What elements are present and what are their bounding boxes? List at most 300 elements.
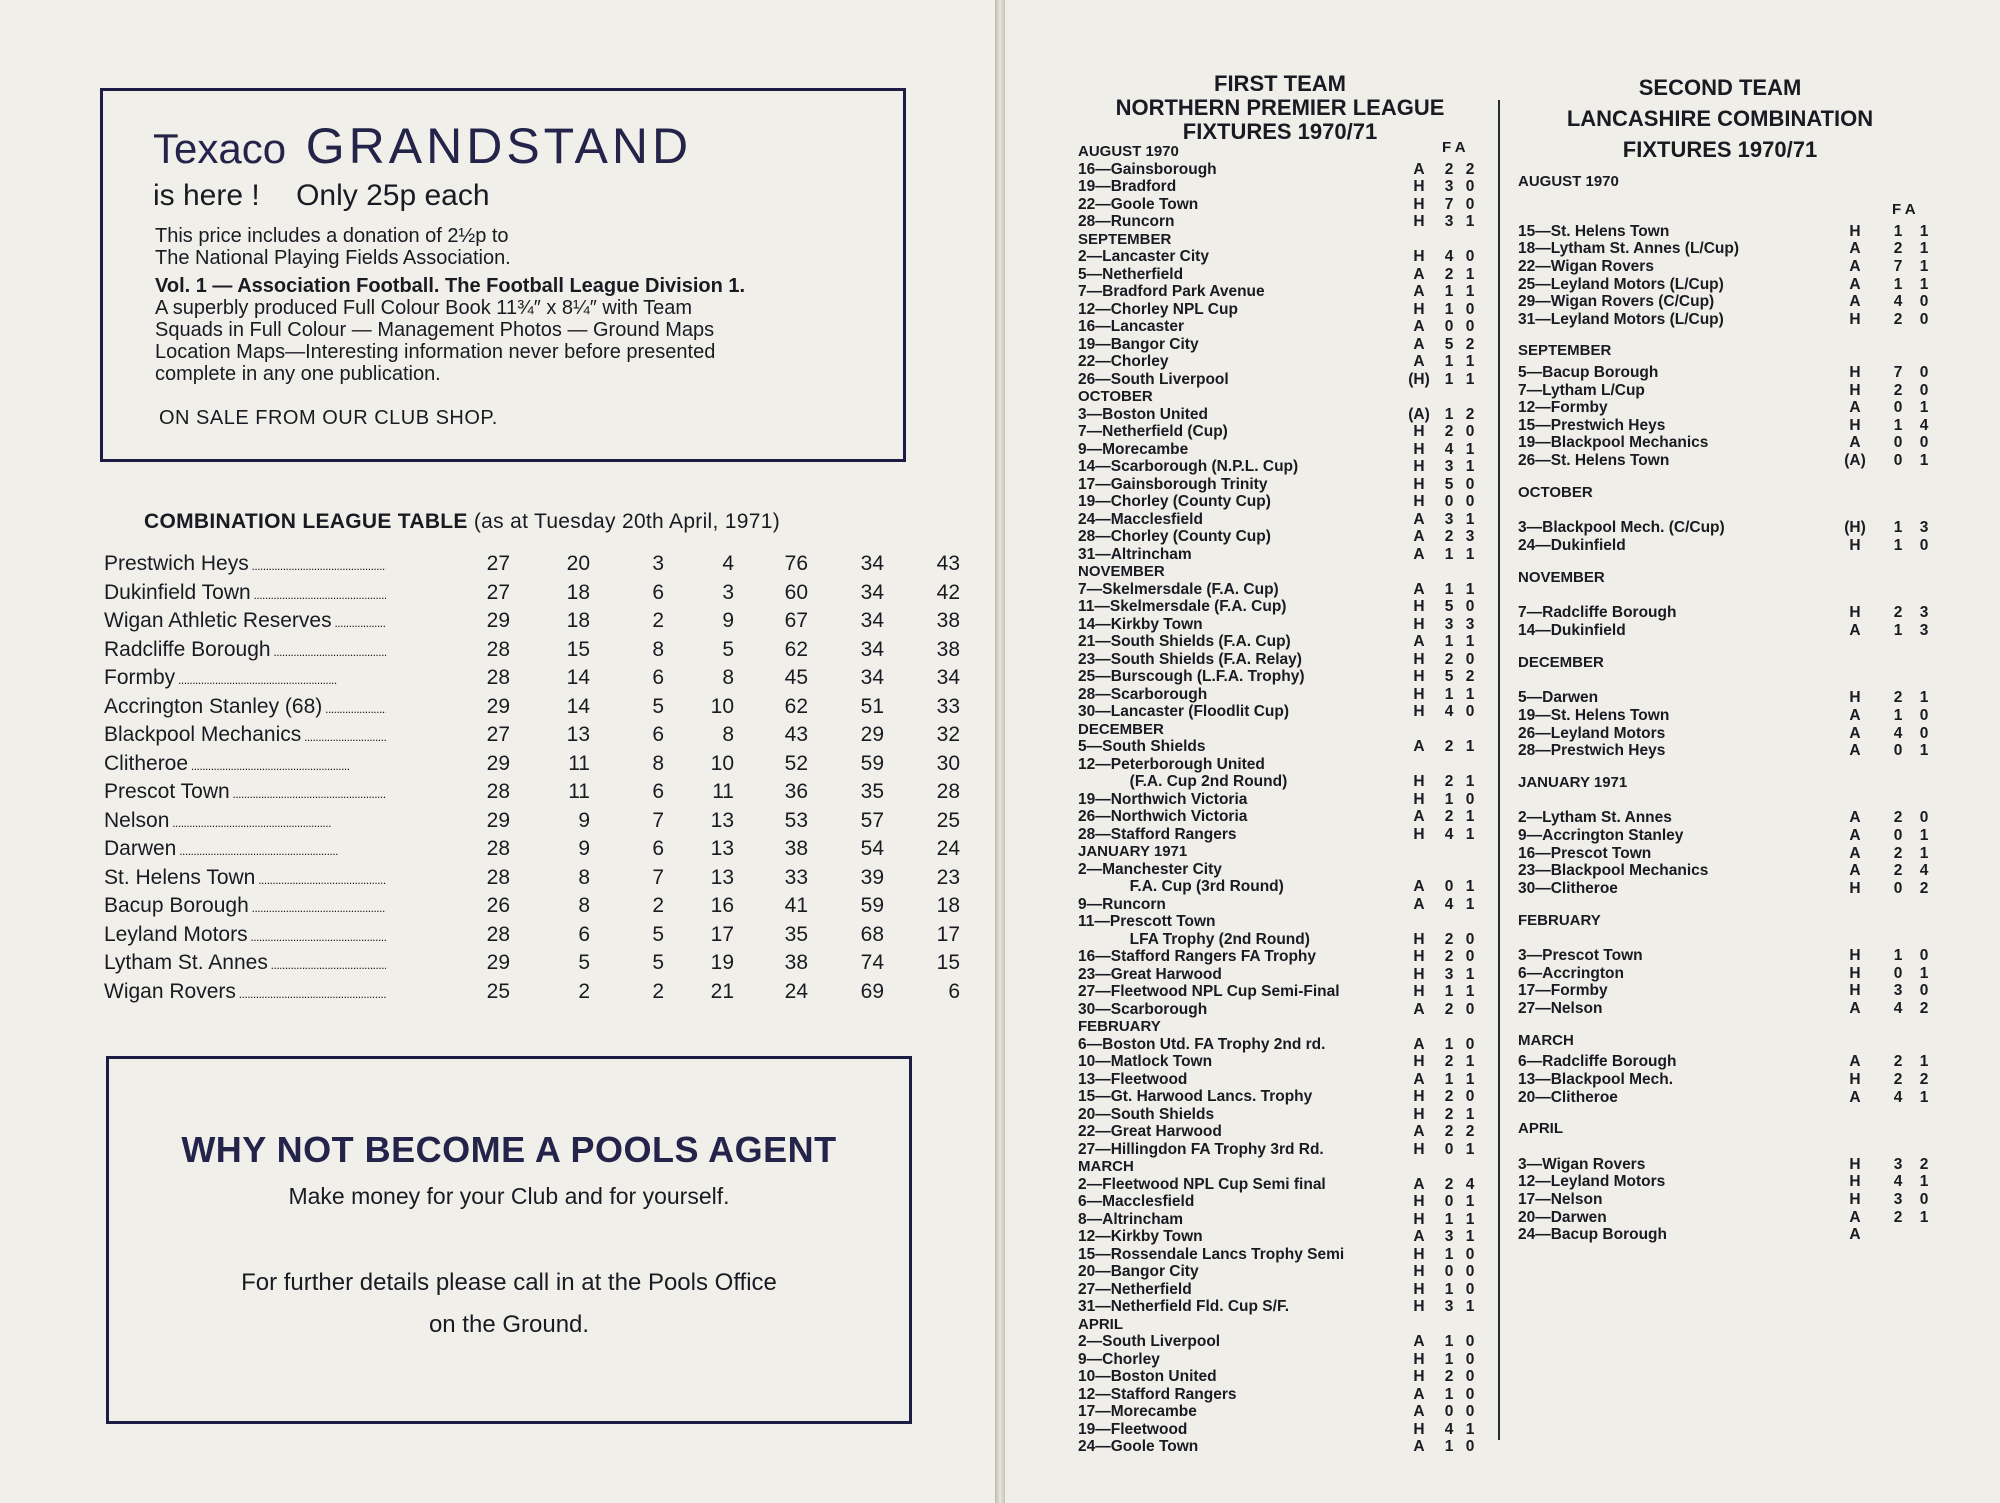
fixture-goals-for: 2	[1893, 310, 1903, 328]
fixture-goals-against: 0	[1465, 1035, 1475, 1053]
fixture-venue: A	[1413, 633, 1425, 650]
fixture-goals-for: 2	[1444, 650, 1454, 668]
goals-for-cell: 67	[784, 609, 808, 632]
goals-for-cell: 76	[784, 552, 808, 575]
fixture-venue: H	[1413, 965, 1425, 983]
team-name: Prescot Town .....	[104, 780, 386, 804]
played-cell: 27	[486, 723, 510, 746]
team-name: Radcliffe Borough .....	[104, 638, 386, 662]
points-cell: 18	[936, 894, 960, 917]
fixture-opponent: 9—Morecambe	[1078, 440, 1189, 458]
fixture-goals-against: 0	[1465, 790, 1475, 808]
fixture-goals-for: 1	[1444, 545, 1454, 563]
fixture-goals-against: 1	[1465, 440, 1475, 458]
points-cell: 17	[936, 922, 960, 946]
fixture-opponent: 19—Chorley (County Cup)	[1078, 493, 1271, 510]
fixture-venue: A	[1413, 1070, 1425, 1088]
fixture-opponent: 12—Peterborough United	[1078, 755, 1265, 773]
month-heading: JANUARY 1971	[1078, 843, 1188, 860]
drawn-cell: 8	[652, 751, 664, 775]
fixture-goals-against: 4	[1465, 1175, 1475, 1193]
fixture-goals-against: 1	[1919, 1088, 1929, 1106]
price-text: Only 25p each	[296, 179, 490, 212]
fixture-opponent: 22—Goole Town	[1078, 195, 1199, 213]
fixture-goals-for: 2	[1893, 1208, 1903, 1226]
goals-for-cell: 52	[784, 751, 808, 775]
fixture-goals-against: 1	[1465, 1070, 1475, 1088]
fixture-goals-for: 0	[1444, 493, 1454, 510]
fixture-goals-against: 1	[1919, 827, 1929, 845]
team-name: Wigan Athletic Reserves .....	[104, 609, 386, 633]
fixture-venue: H	[1849, 537, 1861, 554]
lost-cell: 9	[722, 609, 734, 632]
pools-info-line: For further details please call in at the Pools Office	[241, 1269, 777, 1296]
fixture-opponent: 16—Prescot Town	[1518, 844, 1652, 862]
fixture-opponent: 24—Dukinfield	[1518, 537, 1626, 554]
fixture-opponent: 6—Macclesfield	[1078, 1193, 1195, 1210]
fixture-venue: A	[1413, 808, 1425, 825]
fixture-goals-for: 2	[1893, 862, 1903, 880]
fixture-goals-against: 0	[1465, 493, 1475, 510]
fixture-opponent: 30—Scarborough	[1078, 1000, 1208, 1018]
fixture-venue: A	[1413, 160, 1425, 178]
points-cell: 33	[936, 694, 960, 718]
goals-for-cell: 36	[784, 780, 808, 803]
drawn-cell: 5	[652, 694, 664, 718]
fixture-goals-for: 7	[1893, 257, 1903, 275]
goals-against-cell: 34	[860, 552, 884, 575]
description-line: Location Maps—Interesting information never before presented	[155, 341, 716, 363]
fixture-venue: A	[1413, 283, 1425, 300]
league-table-row	[104, 552, 960, 581]
fixture-goals-against: 0	[1919, 1191, 1929, 1209]
fixture-venue: H	[1413, 790, 1425, 808]
points-cell: 43	[936, 552, 960, 575]
fixture-venue: H	[1849, 689, 1861, 707]
fixture-goals-against: 0	[1465, 650, 1475, 668]
lost-cell: 21	[710, 979, 734, 1003]
points-cell: 38	[936, 637, 960, 661]
fixture-opponent: 12—Kirkby Town	[1078, 1228, 1203, 1245]
fixture-goals-for: 1	[1444, 283, 1454, 300]
fixture-goals-for: 3	[1893, 982, 1903, 1000]
month-heading: MARCH	[1078, 1158, 1134, 1175]
month-heading: OCTOBER	[1518, 483, 1593, 501]
fixture-venue: H	[1413, 300, 1425, 318]
second-team-title-line: FIXTURES 1970/71	[1622, 137, 1818, 162]
fixture-opponent: 15—Gt. Harwood Lancs. Trophy	[1078, 1088, 1313, 1105]
fixture-opponent: 9—Accrington Stanley	[1518, 827, 1684, 845]
fixture-opponent: 19—Fleetwood	[1078, 1420, 1188, 1438]
fixture-goals-against: 1	[1465, 965, 1475, 983]
fixture-goals-against: 2	[1919, 1155, 1929, 1173]
fixture-goals-against: 0	[1919, 724, 1929, 742]
fixture-opponent: 24—Goole Town	[1078, 1438, 1199, 1455]
fixture-goals-against: 1	[1919, 240, 1929, 258]
fixture-opponent: 3—Wigan Rovers	[1518, 1155, 1646, 1173]
goals-for-cell: 41	[784, 894, 808, 917]
fixture-goals-for: 3	[1893, 1155, 1903, 1173]
fixture-goals-for: 0	[1444, 1263, 1454, 1280]
fixture-goals-for: 2	[1893, 809, 1903, 827]
fixture-venue: A	[1413, 1000, 1425, 1018]
won-cell: 20	[566, 552, 590, 575]
fixture-goals-against: 3	[1919, 519, 1929, 537]
fixture-goals-against: 1	[1465, 1140, 1475, 1158]
fixture-goals-against: 1	[1465, 1053, 1475, 1070]
played-cell: 26	[486, 894, 510, 917]
fixture-opponent: 3—Blackpool Mech. (C/Cup)	[1518, 519, 1725, 537]
fixture-goals-against: 0	[1465, 1403, 1475, 1420]
fixture-opponent: 17—Nelson	[1518, 1191, 1603, 1209]
pools-info-line: on the Ground.	[428, 1311, 590, 1338]
fixture-venue: H	[1849, 947, 1861, 965]
goals-for-cell: 53	[784, 808, 808, 832]
fixture-venue: A	[1413, 510, 1425, 528]
fixture-venue: H	[1413, 458, 1425, 475]
fixture-venue: H	[1413, 1298, 1425, 1315]
fixture-opponent: 23—South Shields (F.A. Relay)	[1078, 650, 1302, 668]
fixture-opponent: 13—Fleetwood	[1078, 1070, 1188, 1088]
description-line: A superbly produced Full Colour Book 11¾″ x 8¼″ with Team	[155, 297, 693, 319]
fixture-goals-against: 0	[1465, 1263, 1475, 1280]
goals-against-cell: 51	[860, 694, 884, 718]
fixture-goals-against: 1	[1465, 1420, 1475, 1438]
donation-text	[155, 225, 895, 269]
fixture-goals-for: 1	[1893, 416, 1903, 434]
fixture-venue: H	[1849, 222, 1861, 240]
ad-brand	[153, 117, 692, 175]
league-table-row	[104, 580, 960, 610]
second-team-title	[1520, 72, 1920, 165]
fixture-venue: A	[1413, 1035, 1425, 1053]
fixture-goals-against: 0	[1465, 703, 1475, 720]
drawn-cell: 8	[652, 637, 664, 661]
fixture-opponent: 23—Blackpool Mechanics	[1518, 862, 1709, 880]
fixture-opponent: 5—Netherfield	[1078, 265, 1184, 283]
team-name: Prestwich Heys .....	[104, 552, 386, 576]
fixture-opponent: 20—Clitheroe	[1518, 1088, 1618, 1106]
fixture-opponent: 14—Scarborough (N.P.L. Cup)	[1078, 458, 1299, 475]
fixture-goals-for: 4	[1893, 1088, 1903, 1106]
fixture-goals-for: 4	[1444, 1420, 1454, 1438]
fixture-goals-for: 2	[1444, 528, 1454, 545]
league-table-title	[144, 510, 780, 534]
fixture-goals-against: 2	[1465, 335, 1475, 353]
fixture-goals-against: 0	[1919, 982, 1929, 1000]
fixture-goals-against: 1	[1465, 773, 1475, 790]
fixture-goals-against: 1	[1465, 1228, 1475, 1245]
fixture-goals-against: 0	[1465, 1000, 1475, 1018]
fa-column-header	[1442, 139, 1466, 156]
lost-cell: 5	[722, 637, 734, 661]
league-table	[104, 552, 960, 1008]
fixture-venue: A	[1849, 844, 1861, 862]
fixture-venue: A	[1849, 809, 1861, 827]
fixture-goals-against: 1	[1919, 1173, 1929, 1191]
fixture-goals-for: 3	[1444, 1228, 1454, 1245]
won-cell: 18	[566, 609, 590, 632]
fixture-opponent: 27—Netherfield	[1078, 1280, 1192, 1298]
fixture-venue: H	[1849, 1155, 1861, 1173]
fixture-venue: H	[1413, 703, 1425, 720]
fixture-goals-for: 0	[1893, 742, 1903, 760]
fixture-venue: A	[1849, 240, 1861, 258]
fixture-goals-against: 0	[1465, 1333, 1475, 1350]
donation-line: This price includes a donation of 2½p to	[155, 225, 509, 247]
fixture-goals-against: 0	[1465, 598, 1475, 615]
league-table-row	[104, 894, 960, 923]
points-cell: 42	[936, 580, 960, 604]
points-cell: 38	[936, 609, 960, 632]
fixture-goals-for: 0	[1893, 434, 1903, 452]
team-name: Darwen .....	[104, 837, 386, 861]
team-name: Accrington Stanley (68) .....	[104, 695, 386, 719]
fixture-opponent: 15—Prestwich Heys	[1518, 416, 1666, 434]
played-cell: 28	[486, 922, 510, 946]
lost-cell: 13	[710, 837, 734, 860]
fixture-opponent: 24—Bacup Borough	[1518, 1226, 1667, 1244]
points-cell: 30	[936, 751, 960, 775]
fixture-goals-against: 1	[1465, 685, 1475, 703]
fixture-opponent: 27—Fleetwood NPL Cup Semi-Final	[1078, 983, 1340, 1000]
fixture-opponent: 11—Skelmersdale (F.A. Cup)	[1078, 598, 1287, 615]
pools-agent-ad	[106, 1056, 912, 1424]
fixture-opponent: 26—Leyland Motors	[1518, 724, 1666, 742]
fixture-opponent: 9—Runcorn	[1078, 895, 1166, 913]
played-cell: 29	[486, 751, 510, 775]
fixture-goals-for: 3	[1444, 213, 1454, 230]
fixture-goals-for: 5	[1444, 668, 1454, 685]
fixture-opponent: 2—Lytham St. Annes	[1518, 809, 1672, 827]
fixture-opponent: 12—Leyland Motors	[1518, 1173, 1666, 1191]
fixture-goals-against: 0	[1465, 948, 1475, 965]
fixture-opponent: 6—Boston Utd. FA Trophy 2nd rd.	[1078, 1035, 1326, 1053]
fixture-venue: (A)	[1844, 452, 1866, 470]
for-header: F	[1442, 139, 1452, 156]
fixture-venue: A	[1413, 580, 1425, 598]
month-heading: NOVEMBER	[1078, 563, 1165, 580]
fixture-goals-against: 0	[1465, 1438, 1475, 1455]
fixture-goals-for: 1	[1444, 580, 1454, 598]
fixture-goals-for: 0	[1893, 827, 1903, 845]
won-cell: 5	[578, 951, 590, 974]
fixture-goals-against: 2	[1919, 879, 1929, 897]
description-line: complete in any one publication.	[155, 363, 441, 385]
fixture-goals-against: 0	[1919, 381, 1929, 399]
fixture-venue: H	[1849, 1070, 1861, 1088]
fixture-venue: H	[1849, 364, 1861, 382]
fixture-venue: H	[1413, 685, 1425, 703]
fixture-goals-for: 2	[1444, 773, 1454, 790]
fixture-opponent: 18—Lytham St. Annes (L/Cup)	[1518, 240, 1740, 258]
fixture-opponent: 15—St. Helens Town	[1518, 222, 1670, 240]
first-team-title-line: FIRST TEAM	[1214, 71, 1346, 96]
fixture-venue: H	[1413, 248, 1425, 265]
fixture-opponent: 2—Fleetwood NPL Cup Semi final	[1078, 1175, 1326, 1193]
fixture-goals-against: 0	[1919, 434, 1929, 452]
fixture-opponent: 15—Rossendale Lancs Trophy Semi	[1078, 1245, 1345, 1263]
fixture-opponent: 19—Bangor City	[1078, 335, 1199, 353]
fixture-goals-for: 0	[1893, 399, 1903, 417]
fixture-goals-for: 3	[1444, 458, 1454, 475]
goals-against-cell: 54	[860, 837, 884, 860]
goals-for-cell: 62	[784, 694, 808, 718]
goals-against-cell: 74	[860, 951, 884, 974]
fixture-goals-for: 4	[1444, 825, 1454, 843]
lost-cell: 13	[710, 865, 734, 889]
fixture-opponent: 12—Stafford Rangers	[1078, 1385, 1237, 1403]
goals-against-cell: 39	[860, 865, 884, 889]
fixture-opponent: 24—Macclesfield	[1078, 510, 1203, 528]
fixture-goals-against: 1	[1919, 1053, 1929, 1071]
fixture-goals-for: 2	[1893, 1053, 1903, 1071]
fixture-opponent: 2—Lancaster City	[1078, 248, 1209, 265]
goals-against-cell: 68	[860, 922, 884, 946]
fixture-venue: H	[1413, 1193, 1425, 1210]
lost-cell: 3	[722, 580, 734, 604]
fixture-goals-for: 1	[1444, 633, 1454, 650]
fixture-venue: H	[1413, 1263, 1425, 1280]
fixture-goals-against: 0	[1465, 930, 1475, 948]
goals-against-cell: 59	[860, 751, 884, 775]
fixture-opponent: 13—Blackpool Mech.	[1518, 1070, 1674, 1088]
fixture-goals-against: 2	[1919, 1070, 1929, 1088]
ad-tagline	[153, 179, 490, 213]
fixture-goals-against: 4	[1919, 862, 1929, 880]
fixture-opponent: (F.A. Cup 2nd Round)	[1078, 773, 1288, 790]
played-cell: 28	[486, 666, 510, 689]
won-cell: 9	[578, 837, 590, 860]
fixture-goals-for: 1	[1893, 706, 1903, 724]
played-cell: 29	[486, 609, 510, 632]
fixture-venue: A	[1849, 275, 1861, 293]
fixture-venue: A	[1849, 1088, 1861, 1106]
fixture-goals-for: 1	[1444, 983, 1454, 1000]
fixture-opponent: 12—Chorley NPL Cup	[1078, 300, 1238, 318]
goals-against-cell: 29	[860, 723, 884, 746]
fixture-goals-for: 1	[1444, 353, 1454, 370]
played-cell: 29	[486, 951, 510, 974]
lost-cell: 8	[722, 723, 734, 746]
fixture-venue: H	[1849, 381, 1861, 399]
page-fold	[995, 0, 1005, 1503]
fixture-opponent: 5—Bacup Borough	[1518, 364, 1659, 382]
fixture-goals-for: 7	[1444, 195, 1454, 213]
fixture-venue: A	[1413, 265, 1425, 283]
points-cell: 23	[936, 865, 960, 889]
fixture-goals-for: 3	[1444, 965, 1454, 983]
fixture-venue: H	[1413, 440, 1425, 458]
drawn-cell: 7	[652, 865, 664, 889]
fixture-venue: (A)	[1408, 405, 1430, 423]
fixture-goals-for: 2	[1893, 240, 1903, 258]
fixture-venue: (H)	[1844, 519, 1866, 537]
goals-for-cell: 38	[784, 837, 808, 860]
fixture-goals-for: 2	[1444, 265, 1454, 283]
fixture-goals-against: 1	[1465, 1193, 1475, 1210]
fixture-goals-for: 4	[1893, 293, 1903, 311]
fixture-opponent: 6—Radcliffe Borough	[1518, 1053, 1677, 1071]
fixture-venue: A	[1413, 1438, 1425, 1455]
description-line: Vol. 1 — Association Football. The Football League Division 1.	[155, 275, 746, 297]
fixture-goals-for: 2	[1893, 689, 1903, 707]
fixture-venue: H	[1413, 1420, 1425, 1438]
fixture-goals-against: 3	[1919, 604, 1929, 622]
team-name: Bacup Borough .....	[104, 894, 386, 918]
fixture-goals-against: 0	[1465, 1350, 1475, 1368]
played-cell: 28	[486, 780, 510, 803]
fixture-goals-for: 4	[1893, 724, 1903, 742]
fixture-opponent: 25—Leyland Motors (L/Cup)	[1518, 275, 1724, 293]
points-cell: 28	[936, 780, 960, 803]
fixture-venue: H	[1413, 1088, 1425, 1105]
fixture-goals-against: 0	[1919, 947, 1929, 965]
fixture-goals-for: 2	[1893, 381, 1903, 399]
goals-against-cell: 34	[860, 609, 884, 632]
lost-cell: 19	[710, 951, 734, 974]
fixture-goals-for: 1	[1893, 947, 1903, 965]
league-table-row	[104, 637, 960, 667]
fixture-opponent: 12—Formby	[1518, 399, 1608, 417]
fixture-goals-for: 0	[1444, 1403, 1454, 1420]
fixture-goals-against: 0	[1465, 248, 1475, 265]
drawn-cell: 2	[652, 894, 664, 917]
fixture-opponent: 28—Stafford Rangers	[1078, 825, 1237, 843]
fixture-goals-for: 1	[1893, 222, 1903, 240]
fixture-venue: A	[1849, 724, 1861, 742]
goals-against-cell: 59	[860, 894, 884, 917]
month-heading: DECEMBER	[1518, 653, 1604, 671]
fixture-opponent: 27—Nelson	[1518, 1000, 1603, 1018]
fixture-opponent: 16—Gainsborough	[1078, 160, 1217, 178]
fixture-goals-for: 1	[1444, 1035, 1454, 1053]
fixture-goals-for: 0	[1893, 964, 1903, 982]
fixture-goals-against: 1	[1919, 452, 1929, 470]
team-name: Clitheroe .....	[104, 752, 386, 776]
fixture-goals-against: 3	[1465, 615, 1475, 633]
month-heading: SEPTEMBER	[1518, 342, 1612, 360]
fixture-goals-against: 0	[1465, 1280, 1475, 1298]
fixture-venue: A	[1413, 318, 1425, 335]
fixture-opponent: 28—Scarborough	[1078, 685, 1208, 703]
won-cell: 11	[568, 751, 590, 775]
fixture-venue: H	[1413, 1350, 1425, 1368]
fixture-goals-for: 1	[1444, 1350, 1454, 1368]
fixture-venue: H	[1849, 604, 1861, 622]
lost-cell: 13	[710, 808, 734, 832]
month-heading: DECEMBER	[1078, 720, 1164, 738]
fixture-venue: H	[1849, 879, 1861, 897]
fixture-goals-against: 2	[1465, 668, 1475, 685]
fixture-goals-for: 4	[1893, 1000, 1903, 1018]
fixture-opponent: 22—Chorley	[1078, 353, 1169, 370]
fixture-goals-against: 1	[1919, 689, 1929, 707]
goals-for-cell: 60	[784, 580, 808, 604]
fixture-opponent: 20—South Shields	[1078, 1105, 1215, 1123]
fixture-goals-against: 1	[1465, 510, 1475, 528]
fixture-opponent: 31—Altrincham	[1078, 545, 1192, 563]
fixture-opponent: 14—Kirkby Town	[1078, 615, 1203, 633]
fixture-goals-for: 0	[1444, 318, 1454, 335]
played-cell: 27	[486, 580, 510, 604]
fixture-opponent: 5—South Shields	[1078, 738, 1206, 755]
second-team-title-line: LANCASHIRE COMBINATION	[1566, 106, 1874, 131]
fixture-venue: H	[1849, 982, 1861, 1000]
team-name: St. Helens Town .....	[104, 866, 386, 890]
fixture-goals-for: 0	[1444, 878, 1454, 895]
points-cell: 25	[936, 808, 960, 832]
